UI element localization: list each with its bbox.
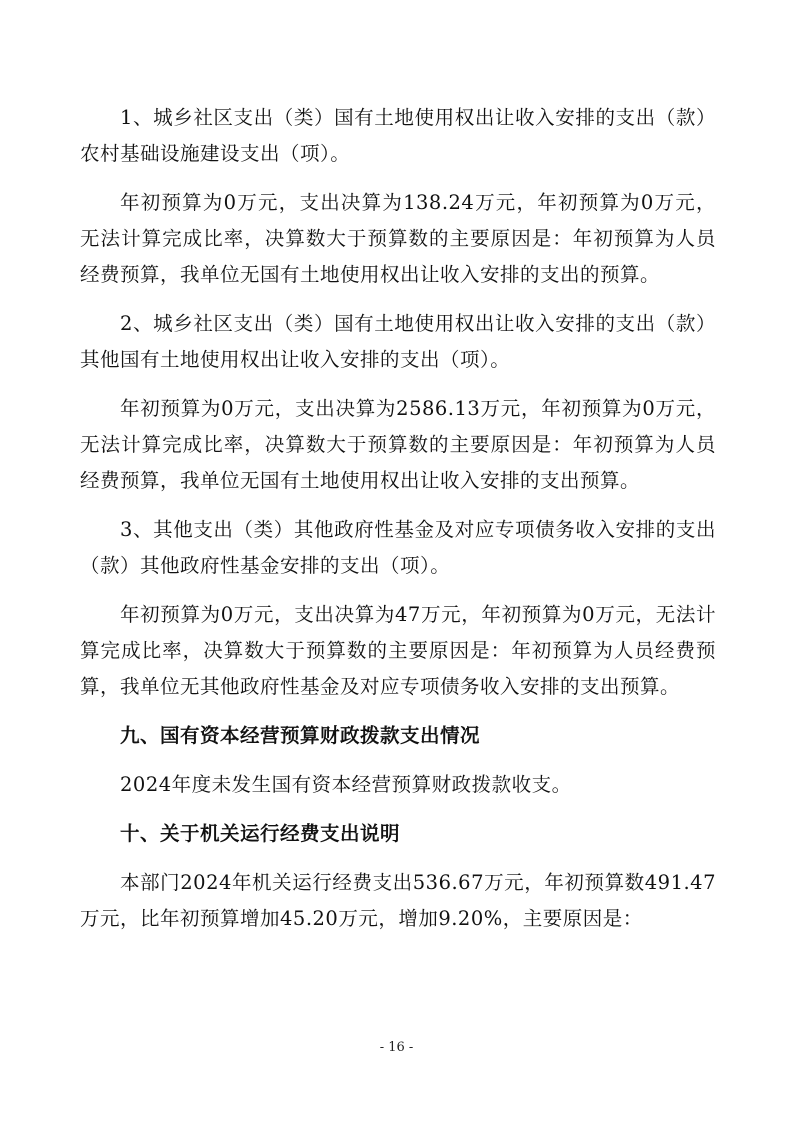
section-heading-10: 十、关于机关运行经费支出说明 <box>120 822 401 845</box>
paragraph-item-1-detail: 年初预算为0万元，支出决算为138.24万元，年初预算为0万元，无法计算完成比率，决算数大于预算数的主要原因是：年初预算为人员经费预算，我单位无国有土地使用权出让收入安排的支出的预算。 <box>80 191 716 286</box>
paragraph-item-1: 1、城乡社区支出（类）国有土地使用权出让收入安排的支出（款）农村基础设施建设支出（项）。 <box>80 106 716 165</box>
section-heading-9: 九、国有资本经营预算财政拨款支出情况 <box>120 724 481 747</box>
paragraph-item-3-detail: 年初预算为0万元，支出决算为47万元，年初预算为0万元，无法计算完成比率，决算数大于预算数的主要原因是：年初预算为人员经费预算，我单位无其他政府性基金及对应专项债务收入安排的支出预算。 <box>80 603 716 698</box>
paragraph-section-10: 本部门2024年机关运行经费支出536.67万元，年初预算数491.47万元，比年初预算增加45.20万元，增加9.20%，主要原因是： <box>80 871 716 930</box>
paragraph-item-2: 2、城乡社区支出（类）国有土地使用权出让收入安排的支出（款）其他国有土地使用权出让收入安排的支出（项）。 <box>80 312 716 371</box>
page-number: - 16 - <box>379 1040 414 1055</box>
paragraph-section-9: 2024年度未发生国有资本经营预算财政拨款收支。 <box>120 773 572 796</box>
paragraph-item-2-detail: 年初预算为0万元，支出决算为2586.13万元，年初预算为0万元，无法计算完成比率，决算数大于预算数的主要原因是：年初预算为人员经费预算，我单位无国有土地使用权出让收入安排的支出预算。 <box>80 397 716 492</box>
paragraph-item-3: 3、其他支出（类）其他政府性基金及对应专项债务收入安排的支出（款）其他政府性基金安排的支出（项）。 <box>80 518 716 577</box>
document-page <box>80 100 716 950</box>
